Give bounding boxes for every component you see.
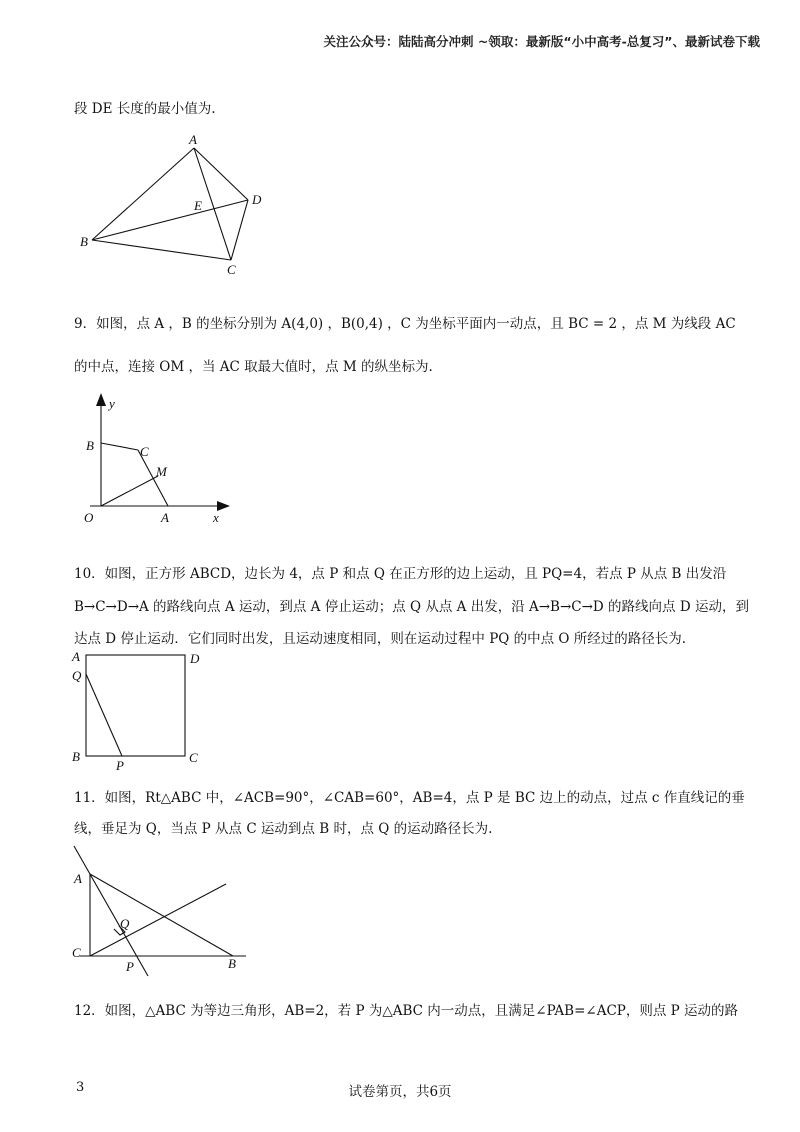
fig10-label-d: D: [190, 651, 200, 666]
fig9-label-a: A: [161, 510, 169, 525]
x-axis-arrow-icon: [217, 501, 230, 511]
y-axis-arrow-icon: [96, 393, 106, 406]
q10-line1: 10．如图，正方形 ABCD，边长为 4，点 P 和点 Q 在正方形的边上运动，且 PQ=4，若点 P 从点 B 出发沿: [74, 566, 727, 582]
fig9-label-b: B: [86, 438, 94, 453]
fig8-label-a: A: [189, 132, 197, 147]
fig11-label-c: C: [72, 945, 81, 960]
q8-tail-text: 段 DE 长度的最小值为.: [74, 101, 216, 117]
fig8-label-b: B: [80, 234, 88, 249]
figure-q10: [70, 648, 220, 773]
fig9-label-y: y: [109, 396, 115, 411]
figure-q11: [68, 840, 258, 978]
fig10-label-q: Q: [72, 668, 82, 683]
fig11-label-b: B: [228, 956, 236, 971]
fig11-label-a: A: [74, 871, 82, 886]
q9-line2: 的中点，连接 OM ，当 AC 取最大值时，点 M 的纵坐标为.: [74, 359, 433, 375]
figure-q9: [70, 388, 250, 528]
figure-q8: [70, 128, 280, 283]
fig8-label-e: E: [194, 198, 202, 213]
q12-line1: 12．如图，△ABC 为等边三角形，AB=2，若 P 为△ABC 内一动点，且满足∠PAB=∠ACP，则点 P 运动的路: [74, 1003, 739, 1019]
fig11-label-p: P: [126, 959, 134, 974]
page-header: 关注公众号：陆陆高分冲刺 ~领取：最新版“小中高考-总复习”、最新试卷下载: [323, 34, 760, 49]
q10-line3: 达点 D 停止运动．它们同时出发，且运动速度相同，则在运动过程中 PQ 的中点 O 所经过的路径长为.: [74, 631, 687, 647]
q9-line1: 9．如图，点 A ，B 的坐标分别为 A(4,0) ，B(0,4) ，C 为坐标平面内一动点，且 BC = 2 ，点 M 为线段 AC: [74, 316, 736, 332]
fig9-label-m: M: [156, 464, 167, 479]
fig9-label-o: O: [84, 510, 94, 525]
fig10-label-b: B: [72, 749, 80, 764]
q11-line2: 线，垂足为 Q，当点 P 从点 C 运动到点 B 时，点 Q 的运动路径长为.: [74, 821, 493, 837]
q10-line2: B→C→D→A 的路线向点 A 运动，到点 A 停止运动；点 Q 从点 A 出发，沿 A→B→C→D 的路线向点 D 运动，到: [74, 599, 749, 615]
fig8-label-d: D: [252, 192, 262, 207]
fig10-label-p: P: [116, 758, 124, 773]
fig9-label-x: x: [213, 510, 219, 525]
fig9-label-c: C: [140, 444, 149, 459]
fig11-label-q: Q: [120, 916, 130, 931]
q11-line1: 11．如图，Rt△ABC 中，∠ACB=90°，∠CAB=60°，AB=4，点 P 是 BC 边上的动点，过点 c 作直线记的垂: [74, 790, 745, 806]
fig10-label-c: C: [189, 750, 198, 765]
fig10-label-a: A: [72, 649, 80, 664]
page-number: 3: [76, 1080, 85, 1095]
fig8-label-c: C: [227, 262, 236, 277]
page-footer: 试卷第页，共6页: [348, 1084, 452, 1100]
